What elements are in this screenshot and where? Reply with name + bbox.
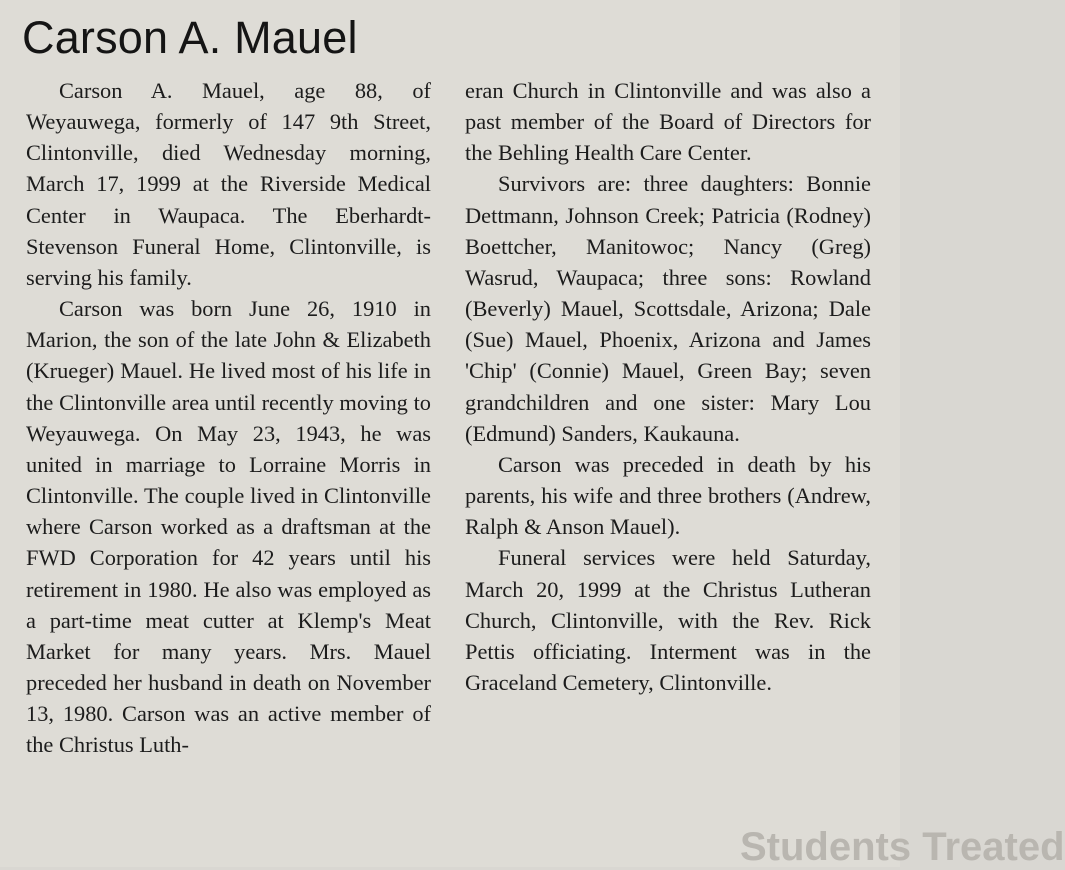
paragraph-biography: Carson was born June 26, 1910 in Marion, the son of the late John & Elizabeth (Krueger) Mauel. He lived most of his life in the Clintonville area until recently moving to Weyauwega. On May 23, 1943, he was united in marriage to Lorraine Morris in Clintonville. The couple lived in Clintonville where Carson worked as a draftsman at the FWD Corporation for 42 years until his retirement in 1980. He also was employed as a part-time meat cutter at Klemp's Meat Market for many years. Mrs. Mauel preceded her husband in death on November 13, 1980. Carson was an active member of the Christus Luth- bbox=[26, 296, 431, 758]
paragraph-intro: Carson A. Mauel, age 88, of Weyauwega, formerly of 147 9th Street, Clintonville, died Wednesday morning, March 17, 1999 at the Riverside Medical Center in Waupaca. The Eberhardt-Stevenson Funeral Home, Clintonville, is serving his family. bbox=[26, 78, 431, 290]
bleed-through-headline: Students Treated bbox=[740, 825, 1065, 869]
paragraph-services: Funeral services were held Saturday, March 20, 1999 at the Christus Lutheran Church, Clintonville, with the Rev. Rick Pettis officiating. Interment was in the Graceland Cemetery, Clintonville. bbox=[465, 545, 871, 695]
obituary-title: Carson A. Mauel bbox=[22, 12, 358, 63]
left-column bbox=[26, 75, 431, 760]
paragraph-survivors: Survivors are: three daughters: Bonnie Dettmann, Johnson Creek; Patricia (Rodney) Boettcher, Manitowoc; Nancy (Greg) Wasrud, Waupaca; three sons: Rowland (Beverly) Mauel, Scottsdale, Arizona; Dale (Sue) Mauel, Phoenix, Arizona and James 'Chip' (Connie) Mauel, Green Bay; seven grandchildren and one sister: Mary Lou (Edmund) Sanders, Kaukauna. bbox=[465, 171, 871, 446]
right-column bbox=[465, 75, 871, 698]
paragraph-continuation: eran Church in Clintonville and was also a past member of the Board of Directors for the Behling Health Care Center. bbox=[465, 78, 871, 166]
paragraph-preceded: Carson was preceded in death by his parents, his wife and three brothers (Andrew, Ralph & Anson Mauel). bbox=[465, 451, 871, 540]
